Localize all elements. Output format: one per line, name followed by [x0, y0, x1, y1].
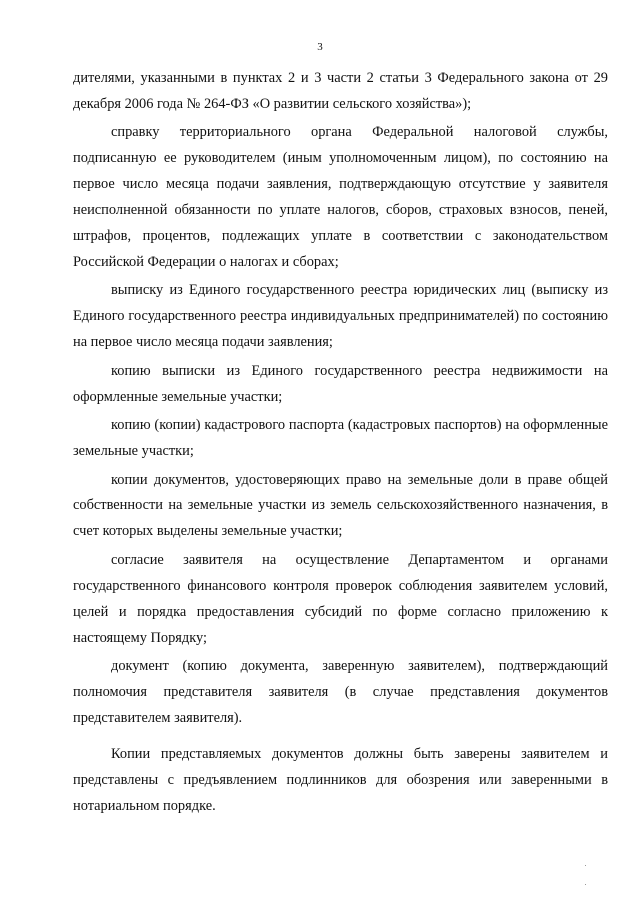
- document-body: [73, 66, 608, 822]
- paragraph-egrul-extract: выписку из Единого государственного реестра юридических лиц (выписку из Единого государственного реестра индивидуальных предпринимателей) по состоянию на первое число месяца подачи заявления;: [73, 282, 608, 351]
- paragraph-land-share-documents: копии документов, удостоверяющих право на земельные доли в праве общей собственности на земельные участки из земель сельскохозяйственного назначения, в счет которых выделены земельные участки;: [73, 471, 608, 540]
- scan-speck: [585, 884, 586, 885]
- paragraph-egrn-extract-copy: копию выписки из Единого государственного реестра недвижимости на оформленные земельные участки;: [73, 362, 608, 405]
- page-number: 3: [317, 41, 323, 53]
- paragraph-continuation: дителями, указанными в пунктах 2 и 3 части 2 статьи 3 Федерального закона от 29 декабря 2006 года № 264-ФЗ «О развитии сельского хозяйства»);: [73, 70, 608, 112]
- paragraph-copies-certification: Копии представляемых документов должны быть заверены заявителем и представлены с предъявлением подлинников для обозрения или заверенными в нотариальном порядке.: [73, 745, 608, 814]
- paragraph-tax-certificate: справку территориального органа Федеральной налоговой службы, подписанную ее руководителем (иным уполномоченным лицом), по состоянию на первое число месяца подачи заявления, подтверждающую отсутствие у заявителя неисполненной обязанности по уплате налогов, сборов, страховых взносов, пеней, штрафов, процентов, подлежащих уплате в соответствии с законодательством Российской Федерации о налогах и сборах;: [73, 124, 608, 270]
- scan-speck: [585, 865, 586, 866]
- paragraph-representative-authority: документ (копию документа, заверенную заявителем), подтверждающий полномочия представителя заявителя (в случае представления документов представителем заявителя).: [73, 658, 608, 726]
- paragraph-cadastral-passport: копию (копии) кадастрового паспорта (кадастровых паспортов) на оформленные земельные участки;: [73, 417, 608, 460]
- paragraph-inspection-consent: согласие заявителя на осуществление Департаментом и органами государственного финансового контроля проверок соблюдения заявителем условий, целей и порядка предоставления субсидий по форме согласно приложению к настоящему Порядку;: [73, 551, 608, 646]
